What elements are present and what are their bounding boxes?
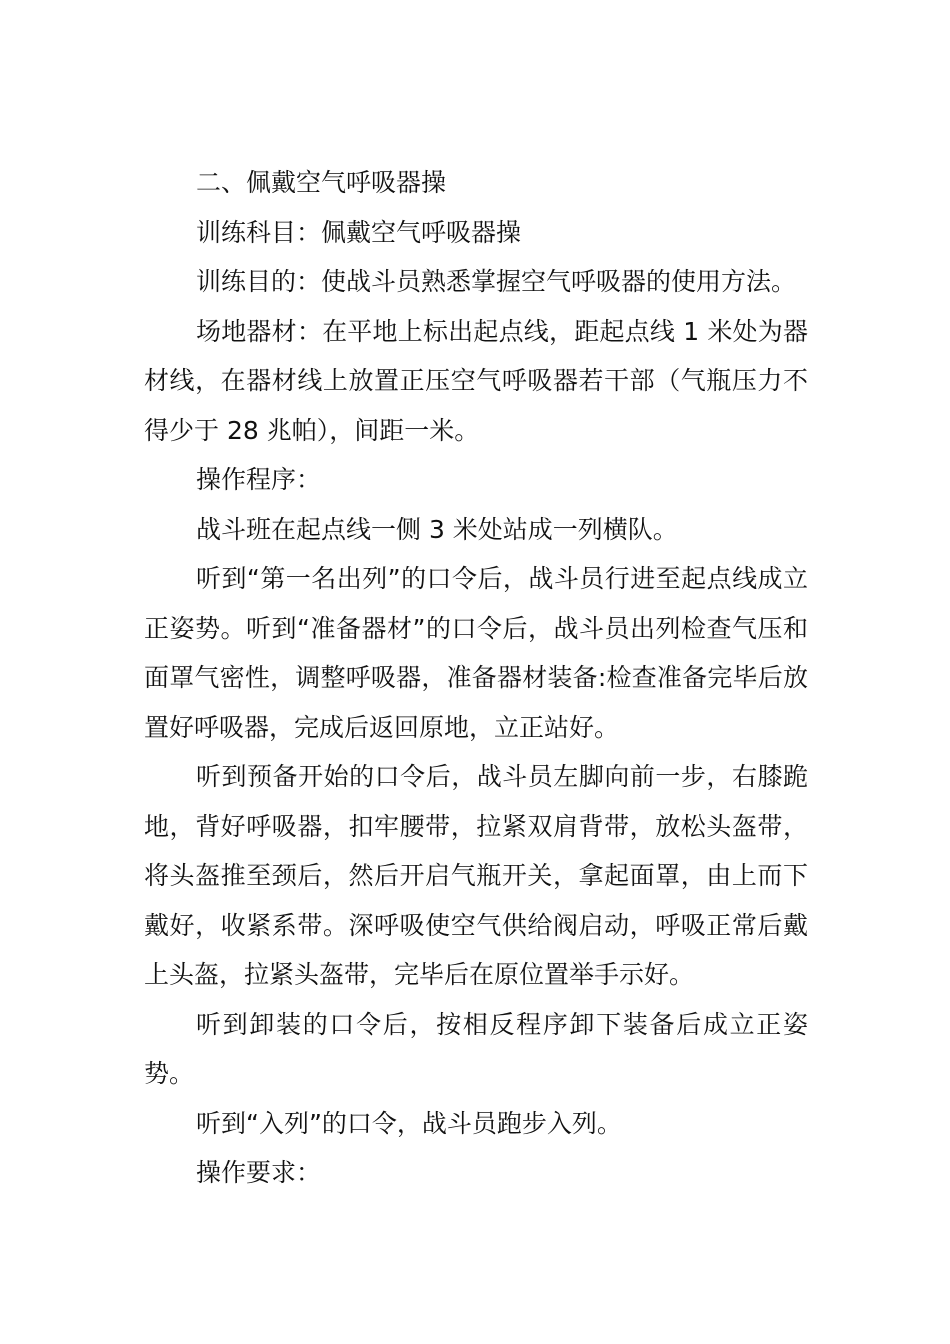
procedure-step-prepare: 听到“第一名出列”的口令后，战斗员行进至起点线成立正姿势。听到“准备器材”的口令后，战斗员出列检查气压和面罩气密性，调整呼吸器，准备器材装备:检查准备完毕后放置好呼吸器，完成后返回原地，立正站好。 (144, 564, 808, 742)
procedure-step-formation: 战斗班在起点线一侧 3 米处站成一列横队。 (196, 514, 678, 544)
procedure-step-return: 听到“入列”的口令，战斗员跑步入列。 (196, 1108, 622, 1138)
procedure-step-removal: 听到卸装的口令后，按相反程序卸下装备后成立正姿势。 (144, 1009, 808, 1088)
procedure-step-donning: 听到预备开始的口令后，战斗员左脚向前一步，右膝跪地，背好呼吸器，扣牢腰带，拉紧双肩背带，放松头盔带，将头盔推至颈后，然后开启气瓶开关，拿起面罩，由上而下戴好，收紧系带。深呼吸使空气供给阀启动，呼吸正常后戴上头盔，拉紧头盔带，完毕后在原位置举手示好。 (144, 762, 808, 989)
training-purpose: 训练目的：使战斗员熟悉掌握空气呼吸器的使用方法。 (196, 267, 797, 296)
training-subject: 训练科目：佩戴空气呼吸器操 (196, 217, 522, 247)
document-body (144, 158, 808, 1198)
site-equipment: 场地器材：在平地上标出起点线，距起点线 1 米处为器材线，在器材线上放置正压空气呼吸器若干部（气瓶压力不得少于 28 兆帕），间距一米。 (144, 316, 808, 445)
procedure-heading: 操作程序： (196, 465, 322, 494)
section-heading: 二、佩戴空气呼吸器操 (196, 168, 447, 197)
requirements-heading: 操作要求： (196, 1158, 322, 1187)
